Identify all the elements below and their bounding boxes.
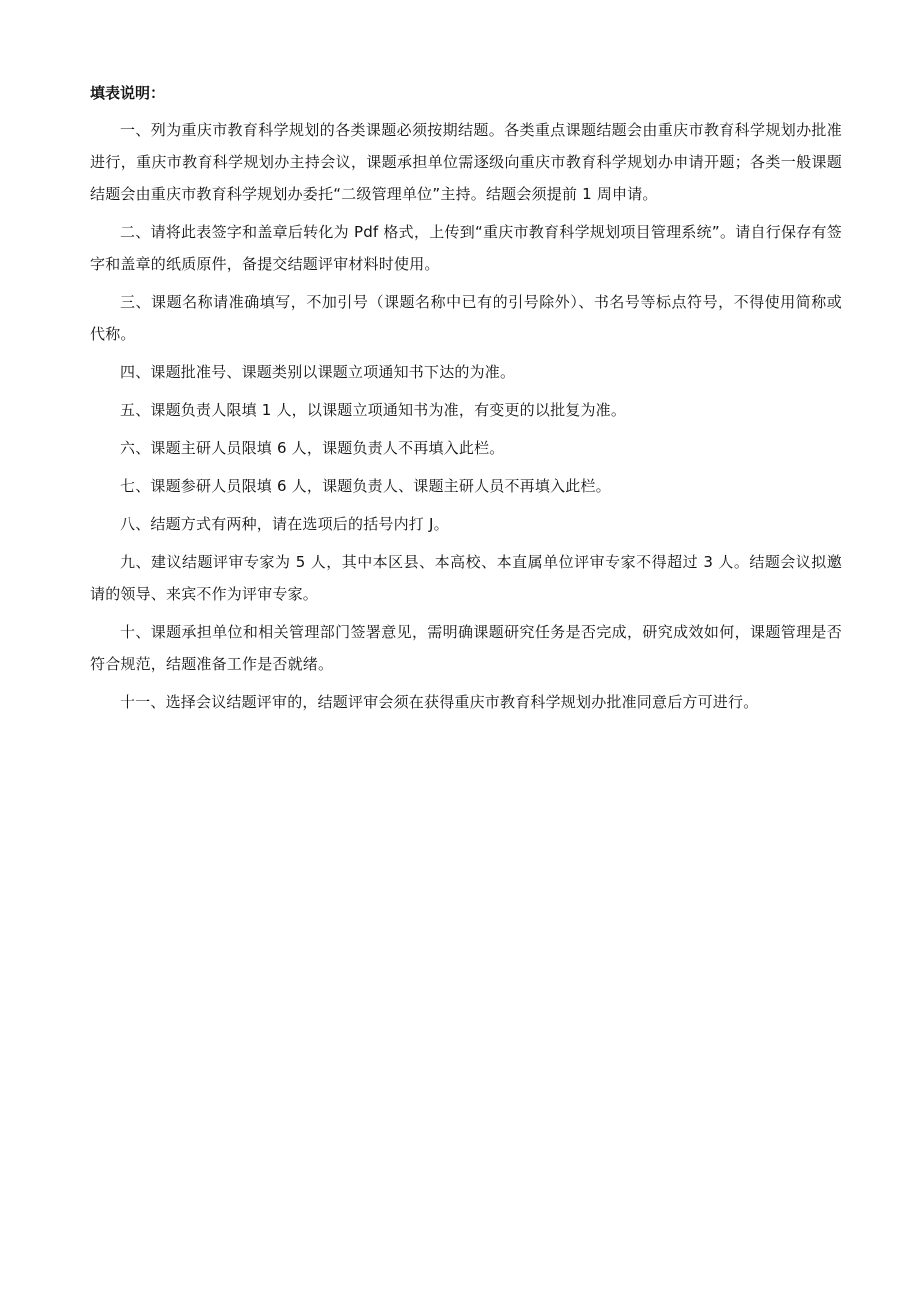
instruction-item-6: 六、课题主研人员限填 6 人，课题负责人不再填入此栏。 [120,439,505,457]
instruction-item-9: 九、建议结题评审专家为 5 人，其中本区县、本高校、本直属单位评审专家不得超过 3 人。结题会议拟邀请的领导、来宾不作为评审专家。 [90,553,842,603]
instruction-item-11: 十一、选择会议结题评审的，结题评审会须在获得重庆市教育科学规划办批准同意后方可进行。 [120,693,759,711]
instruction-item-5: 五、课题负责人限填 1 人，以课题立项通知书为准，有变更的以批复为准。 [120,401,627,419]
instructions-heading: 填表说明： [90,84,166,102]
instruction-item-10: 十、课题承担单位和相关管理部门签署意见，需明确课题研究任务是否完成，研究成效如何，课题管理是否符合规范，结题准备工作是否就绪。 [90,623,842,673]
instruction-item-1: 一、列为重庆市教育科学规划的各类课题必须按期结题。各类重点课题结题会由重庆市教育科学规划办批准进行，重庆市教育科学规划办主持会议，课题承担单位需逐级向重庆市教育科学规划办申请开题；各类一般课题结题会由重庆市教育科学规划办委托“二级管理单位”主持。结题会须提前 1 周申请。 [90,121,842,203]
instructions-section [90,78,842,724]
instruction-item-8: 八、结题方式有两种，请在选项后的括号内打 J。 [120,515,449,533]
instruction-item-4: 四、课题批准号、课题类别以课题立项通知书下达的为准。 [120,363,516,381]
instruction-item-7: 七、课题参研人员限填 6 人，课题负责人、课题主研人员不再填入此栏。 [120,477,611,495]
instruction-item-2: 二、请将此表签字和盖章后转化为 Pdf 格式，上传到“重庆市教育科学规划项目管理系统”。请自行保存有签字和盖章的纸质原件，备提交结题评审材料时使用。 [90,223,842,273]
instruction-item-3: 三、课题名称请准确填写，不加引号（课题名称中已有的引号除外）、书名号等标点符号，不得使用简称或代称。 [90,293,842,343]
